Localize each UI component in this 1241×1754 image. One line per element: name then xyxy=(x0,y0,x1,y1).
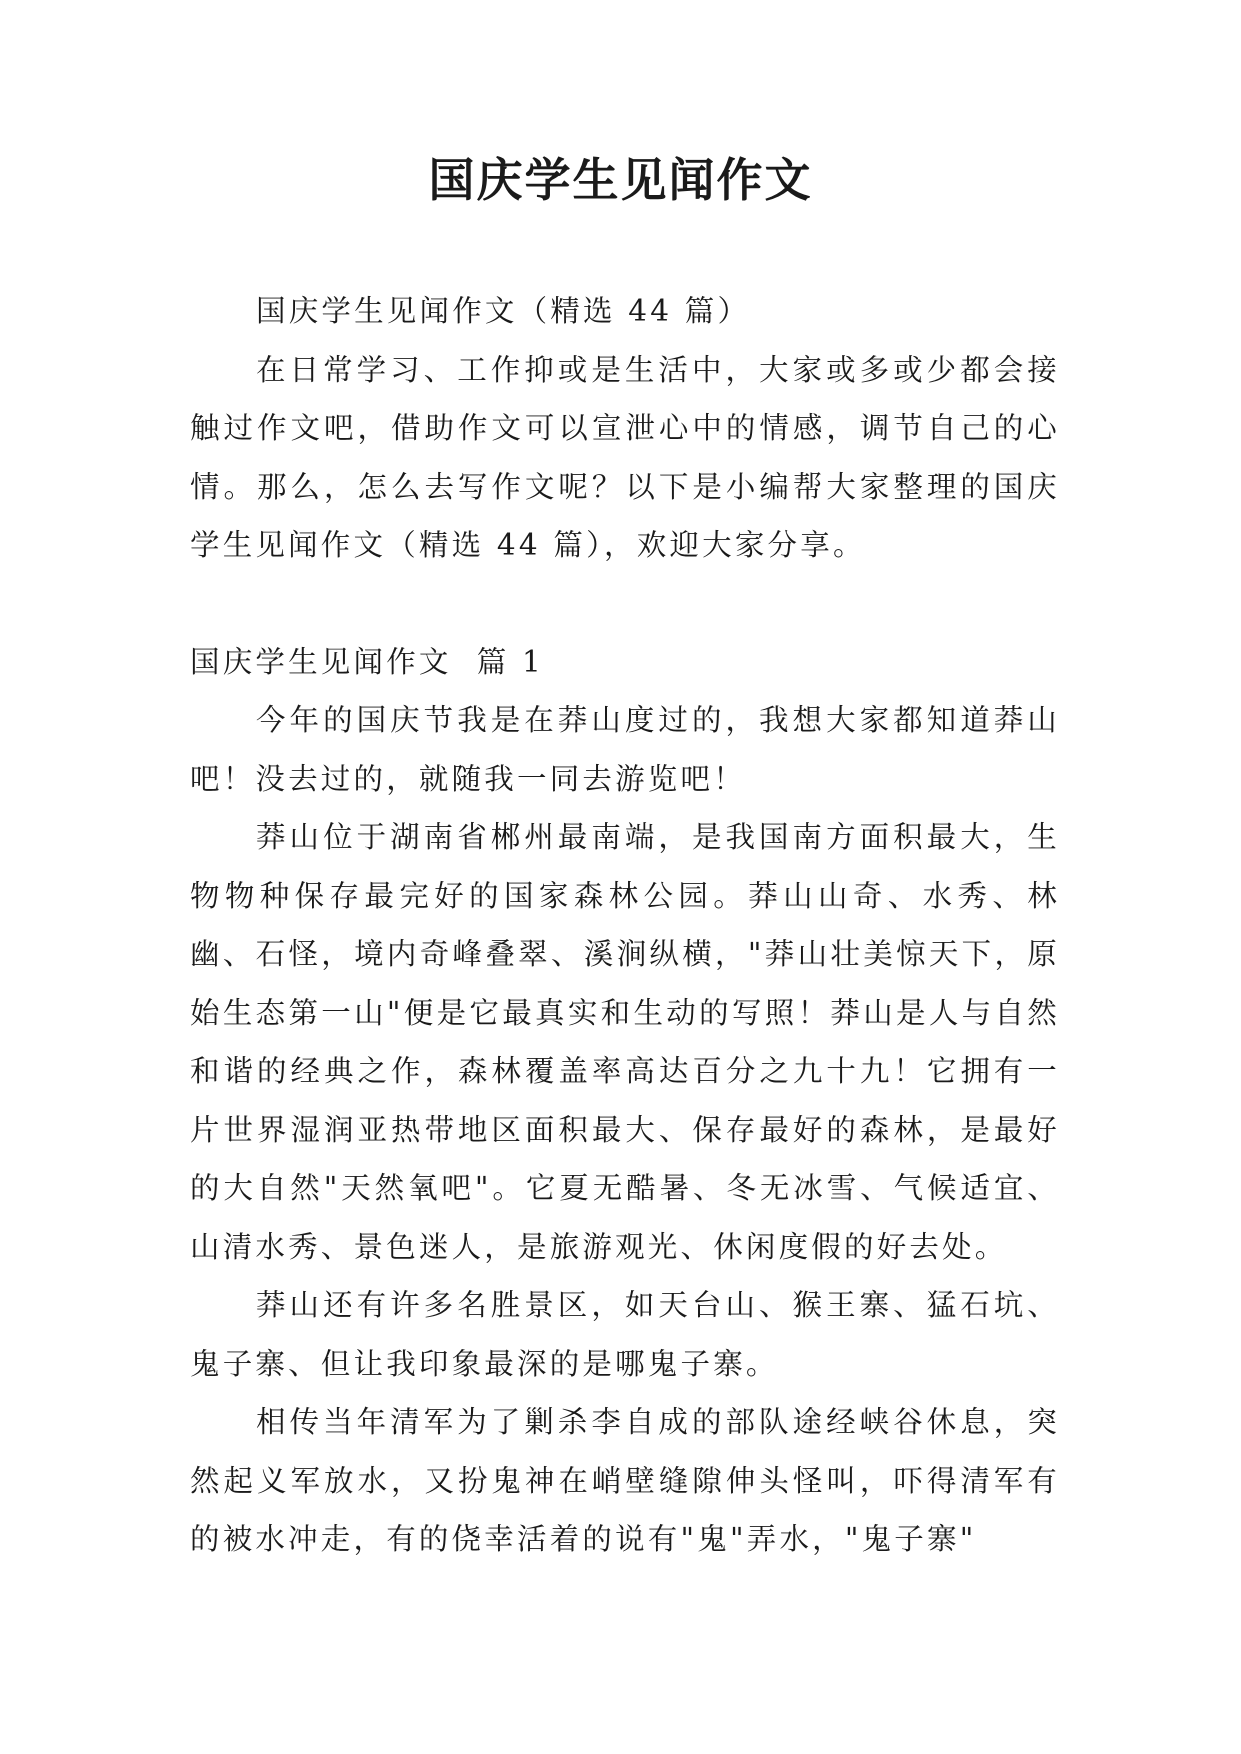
body-paragraph: 莽山还有许多名胜景区，如天台山、猴王寨、猛石坑、鬼子寨、但让我印象最深的是哪鬼子寨。 xyxy=(190,1288,1060,1381)
document-subtitle: 国庆学生见闻作文（精选 44 篇） xyxy=(256,294,751,328)
body-paragraph: 莽山位于湖南省郴州最南端，是我国南方面积最大，生物物种保存最完好的国家森林公园。莽山山奇、水秀、林幽、石怪，境内奇峰叠翠、溪涧纵横，"莽山壮美惊天下，原始生态第一山"便是它最真实和生动的写照！莽山是人与自然和谐的经典之作，森林覆盖率高达百分之九十九！它拥有一片世界湿润亚热带地区面积最大、保存最好的森林，是最好的大自然"天然氧吧"。它夏无酷暑、冬无冰雪、气候适宜、山清水秀、景色迷人，是旅游观光、休闲度假的好去处。 xyxy=(190,820,1060,1264)
document-title: 国庆学生见闻作文 xyxy=(428,153,813,207)
body-paragraph: 今年的国庆节我是在莽山度过的，我想大家都知道莽山吧！没去过的，就随我一同去游览吧！ xyxy=(190,703,1060,796)
document-body xyxy=(190,282,1060,1569)
intro-paragraph: 在日常学习、工作抑或是生活中，大家或多或少都会接触过作文吧，借助作文可以宣泄心中的情感，调节自己的心情。那么，怎么去写作文呢？以下是小编帮大家整理的国庆学生见闻作文（精选 44 篇），欢迎大家分享。 xyxy=(190,352,1060,562)
body-paragraph: 相传当年清军为了剿杀李自成的部队途经峡谷休息，突然起义军放水，又扮鬼神在峭壁缝隙伸头怪叫，吓得清军有的被水冲走，有的侥幸活着的说有"鬼"弄水，"鬼子寨" xyxy=(190,1405,1060,1556)
section-heading: 国庆学生见闻作文 篇 1 xyxy=(190,644,545,679)
